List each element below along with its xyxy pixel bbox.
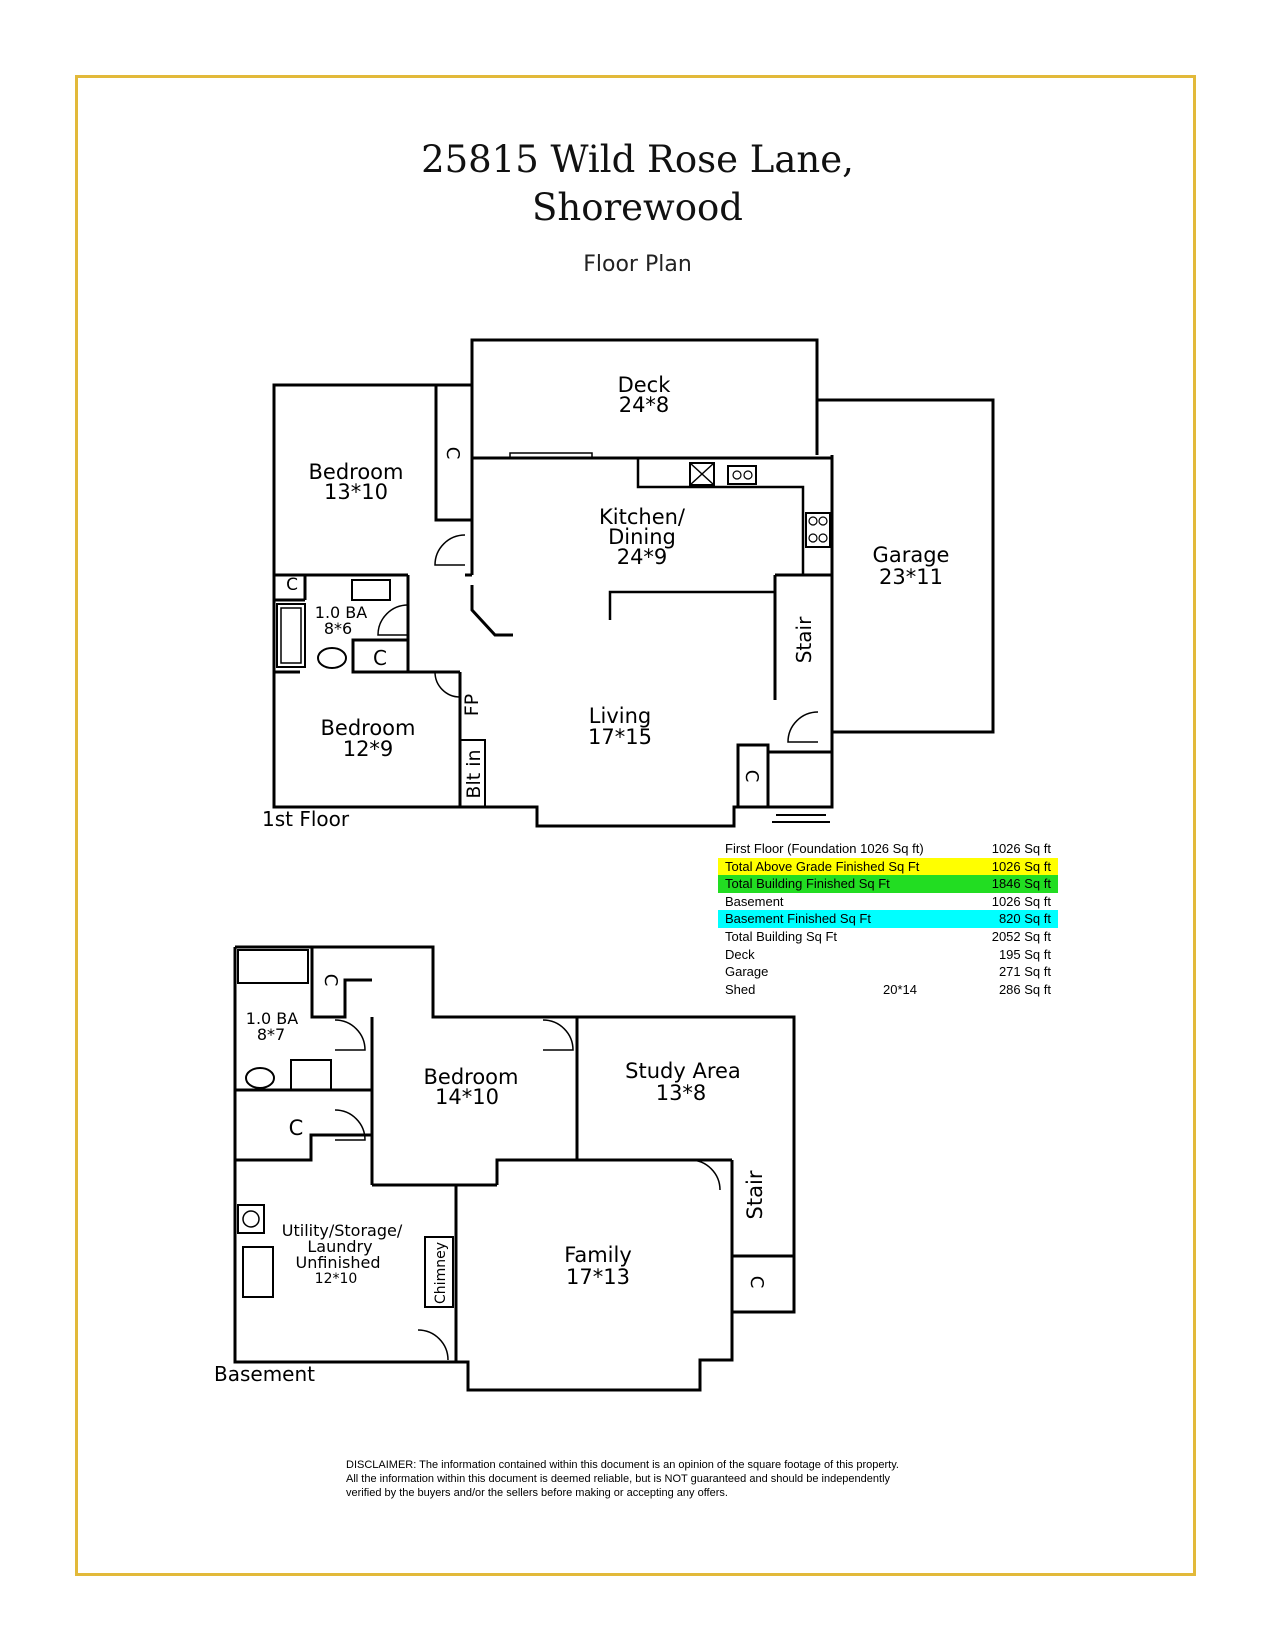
area-summary-dimensions: 20*14 — [883, 981, 917, 997]
area-summary-row — [718, 963, 1058, 981]
chimney-label: Chimney — [433, 1242, 449, 1304]
bath-2-size: 8*7 — [256, 1025, 286, 1044]
area-summary-table — [718, 840, 1058, 998]
kitchen-size: 24*9 — [616, 545, 668, 569]
disclaimer-line: DISCLAIMER: The information contained within this document is an opinion of the square footage of this property. — [346, 1459, 899, 1471]
basement-stair-label: Stair — [743, 1170, 767, 1220]
study-area-size: 13*8 — [655, 1081, 707, 1105]
area-summary-label: Total Building Finished Sq Ft — [725, 876, 890, 892]
area-summary-label: Garage — [725, 964, 769, 980]
area-summary-label: Total Building Sq Ft — [725, 928, 838, 944]
page-subtitle: Floor Plan — [583, 252, 692, 277]
closet-label: C — [373, 646, 387, 670]
garage-label: Garage — [872, 543, 950, 567]
garage-size: 23*11 — [879, 565, 943, 589]
area-summary-row — [718, 928, 1058, 946]
stove-burner-icon — [809, 517, 817, 525]
stove-burner-icon — [819, 534, 827, 542]
area-summary-row — [718, 981, 1058, 999]
area-summary-value: 820 Sq ft — [998, 911, 1051, 927]
built-in-label: Blt in — [463, 749, 485, 799]
closet-label: C — [442, 446, 463, 460]
area-summary-label: Deck — [725, 946, 755, 962]
area-summary-value: 1846 Sq ft — [991, 876, 1051, 892]
disclaimer — [346, 1458, 986, 1500]
area-summary-value: 1026 Sq ft — [991, 893, 1051, 909]
deck-label: Deck — [617, 373, 671, 397]
unfinished-label: Unfinished — [295, 1253, 381, 1272]
fireplace-label: FP — [461, 693, 483, 717]
closet-label: C — [286, 575, 298, 595]
utility-label: Utility/Storage/ — [281, 1221, 403, 1240]
stove-burner-icon — [809, 534, 817, 542]
area-summary-value: 1026 Sq ft — [991, 841, 1051, 856]
area-summary-row — [718, 858, 1058, 876]
area-summary-row — [718, 893, 1058, 911]
area-summary-value: 195 Sq ft — [998, 946, 1051, 962]
title-city: Shorewood — [532, 186, 743, 229]
basement-closet-label: C — [320, 973, 341, 987]
living-label: Living — [588, 704, 652, 728]
basement-bedroom-label: Bedroom — [423, 1065, 519, 1089]
closet-label: C — [741, 769, 762, 783]
basement-closet-label: C — [746, 1275, 767, 1289]
bedroom-b-label: Bedroom — [320, 716, 416, 740]
area-summary-value: 286 Sq ft — [998, 981, 1051, 997]
basement-closet-label: C — [288, 1116, 304, 1140]
area-summary-label: Basement Finished Sq Ft — [725, 911, 871, 927]
kitchen-label-2: Dining — [608, 525, 676, 549]
bedroom-a-size: 13*10 — [324, 480, 388, 504]
area-summary-row — [718, 840, 1058, 858]
bedroom-a-label: Bedroom — [308, 460, 404, 484]
first-floor-label: 1st Floor — [262, 807, 350, 831]
area-summary-label: First Floor (Foundation 1026 Sq ft) — [725, 841, 924, 856]
area-summary-row — [718, 910, 1058, 928]
stair-label: Stair — [792, 616, 816, 664]
toilet-icon — [246, 1068, 274, 1088]
bedroom-b-size: 12*9 — [342, 737, 394, 761]
utility-size: 12*10 — [314, 1271, 358, 1287]
study-area-label: Study Area — [625, 1059, 741, 1083]
sink-icon — [744, 471, 752, 479]
family-label: Family — [564, 1243, 632, 1267]
area-summary-label: Shed — [725, 981, 756, 997]
laundry-label: Laundry — [307, 1237, 373, 1256]
area-summary-value: 271 Sq ft — [998, 964, 1051, 980]
sink-icon — [243, 1211, 259, 1227]
kitchen-label: Kitchen/ — [599, 505, 685, 529]
sink-icon — [733, 471, 741, 479]
area-summary-row — [718, 875, 1058, 893]
bath-2-label: 1.0 BA — [245, 1009, 299, 1028]
title-address: 25815 Wild Rose Lane, — [421, 138, 854, 181]
family-size: 17*13 — [566, 1265, 630, 1289]
stove-burner-icon — [819, 517, 827, 525]
basement-label: Basement — [214, 1362, 316, 1386]
toilet-icon — [318, 648, 346, 668]
bath-1-size: 8*6 — [323, 619, 353, 638]
deck-size: 24*8 — [618, 393, 670, 417]
living-size: 17*15 — [588, 725, 652, 749]
area-summary-value: 2052 Sq ft — [991, 928, 1051, 944]
area-summary-value: 1026 Sq ft — [991, 858, 1051, 874]
area-summary-label: Total Above Grade Finished Sq Ft — [725, 858, 920, 874]
basement-bedroom-size: 14*10 — [435, 1085, 499, 1109]
area-summary-label: Basement — [725, 893, 784, 909]
area-summary-row — [718, 946, 1058, 964]
disclaimer-line: verified by the buyers and/or the sellers before making or accepting any offers. — [346, 1487, 728, 1499]
disclaimer-line: All the information within this document is deemed reliable, but is NOT guaranteed and should be independently — [346, 1473, 891, 1485]
bath-1-label: 1.0 BA — [314, 603, 368, 622]
